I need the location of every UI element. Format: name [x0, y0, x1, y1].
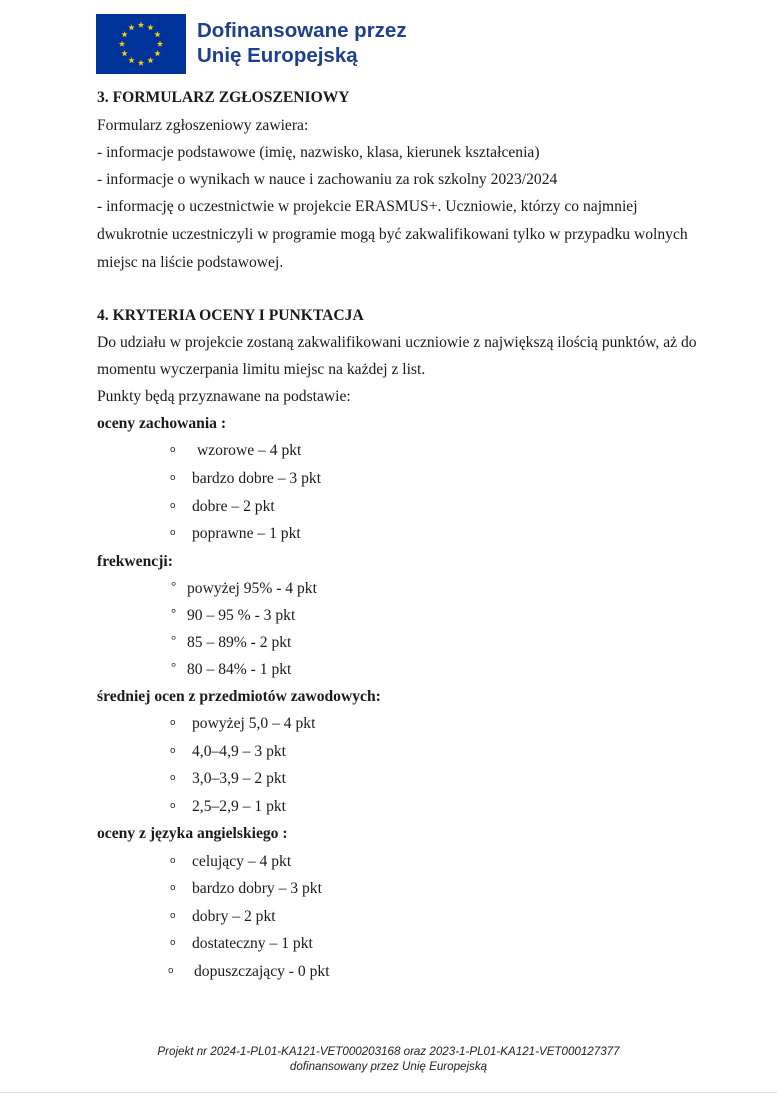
criteria-item: o 3,0–3,9 – 2 pkt [170, 770, 286, 787]
bullet-degree-icon: ° [171, 605, 177, 620]
criteria-item: o dopuszczający - 0 pkt [168, 963, 330, 980]
bullet-circle-icon: o [170, 473, 176, 484]
bullet-circle-icon: o [170, 773, 176, 784]
criteria-item: o powyżej 5,0 – 4 pkt [170, 715, 316, 732]
section-4-heading: 4. KRYTERIA OCENY I PUNKTACJA [97, 307, 364, 324]
criteria-item: o bardzo dobry – 3 pkt [170, 880, 322, 897]
bullet-circle-icon: o [168, 966, 174, 977]
section-3-item: miejsc na liście podstawowej. [97, 254, 284, 271]
footer-project-numbers: Projekt nr 2024-1-PL01-KA121-VET000203168 oraz 2023-1-PL01-KA121-VET000127377 [157, 1045, 620, 1058]
footer-funding-note: dofinansowany przez Unię Europejską [289, 1060, 488, 1073]
page-footer [0, 1044, 777, 1074]
bullet-circle-icon: o [170, 528, 176, 539]
section-3-heading: 3. FORMULARZ ZGŁOSZENIOWY [97, 89, 350, 106]
criteria-item: o dostateczny – 1 pkt [170, 935, 313, 952]
criteria-item: o dobre – 2 pkt [170, 498, 275, 515]
bullet-circle-icon: o [170, 445, 176, 456]
eu-flag-icon [96, 14, 186, 74]
section-4-intro-line1: Do udziału w projekcie zostaną zakwalifikowani uczniowie z największą ilością punktów, aż do [97, 334, 697, 351]
criteria-group-label: frekwencji: [97, 553, 173, 570]
section-4-intro-line3: Punkty będą przyznawane na podstawie: [97, 388, 351, 405]
bullet-circle-icon: o [170, 718, 176, 729]
section-3-item: - informację o uczestnictwie w projekcie ERASMUS+. Uczniowie, którzy co najmniej [97, 198, 638, 215]
section-4-intro-line2: momentu wyczerpania limitu miejsc na każdej z list. [97, 361, 426, 378]
section-3-item: - informacje podstawowe (imię, nazwisko, klasa, kierunek kształcenia) [97, 144, 540, 161]
bullet-degree-icon: ° [171, 578, 177, 593]
bullet-circle-icon: o [170, 746, 176, 757]
bullet-circle-icon: o [170, 938, 176, 949]
criteria-item: o 4,0–4,9 – 3 pkt [170, 743, 286, 760]
bullet-circle-icon: o [170, 801, 176, 812]
bullet-circle-icon: o [170, 911, 176, 922]
section-3-item: dwukrotnie uczestniczyli w programie mogą być zakwalifikowani tylko w przypadku wolnych [97, 226, 688, 243]
criteria-item: o celujący – 4 pkt [170, 853, 292, 870]
criteria-item: o bardzo dobre – 3 pkt [170, 470, 322, 487]
bullet-degree-icon: ° [171, 632, 177, 647]
criteria-group-label: oceny z języka angielskiego : [97, 825, 288, 842]
bullet-circle-icon: o [170, 501, 176, 512]
eu-logo-line2: Unię Europejską [197, 44, 358, 67]
eu-funding-logo [96, 14, 410, 74]
criteria-group-label: oceny zachowania : [97, 415, 227, 432]
bullet-circle-icon: o [170, 883, 176, 894]
section-3-intro: Formularz zgłoszeniowy zawiera: [97, 117, 309, 134]
bullet-degree-icon: ° [171, 659, 177, 674]
criteria-item: ° 90 – 95 % - 3 pkt [171, 605, 296, 624]
bullet-circle-icon: o [170, 856, 176, 867]
bottom-divider [0, 1092, 777, 1093]
eu-logo-text [197, 18, 407, 68]
criteria-item: o dobry – 2 pkt [170, 908, 276, 925]
criteria-item: ° powyżej 95% - 4 pkt [171, 578, 317, 597]
criteria-item: ° 85 – 89% - 2 pkt [171, 632, 292, 651]
criteria-item: o wzorowe – 4 pkt [170, 442, 302, 459]
criteria-item: o 2,5–2,9 – 1 pkt [170, 798, 286, 815]
eu-logo-line1: Dofinansowane przez [197, 19, 407, 42]
criteria-group-label: średniej ocen z przedmiotów zawodowych: [97, 688, 381, 705]
criteria-item: o poprawne – 1 pkt [170, 525, 301, 542]
section-3-item: - informacje o wynikach w nauce i zachowaniu za rok szkolny 2023/2024 [97, 171, 558, 188]
criteria-item: ° 80 – 84% - 1 pkt [171, 659, 292, 678]
